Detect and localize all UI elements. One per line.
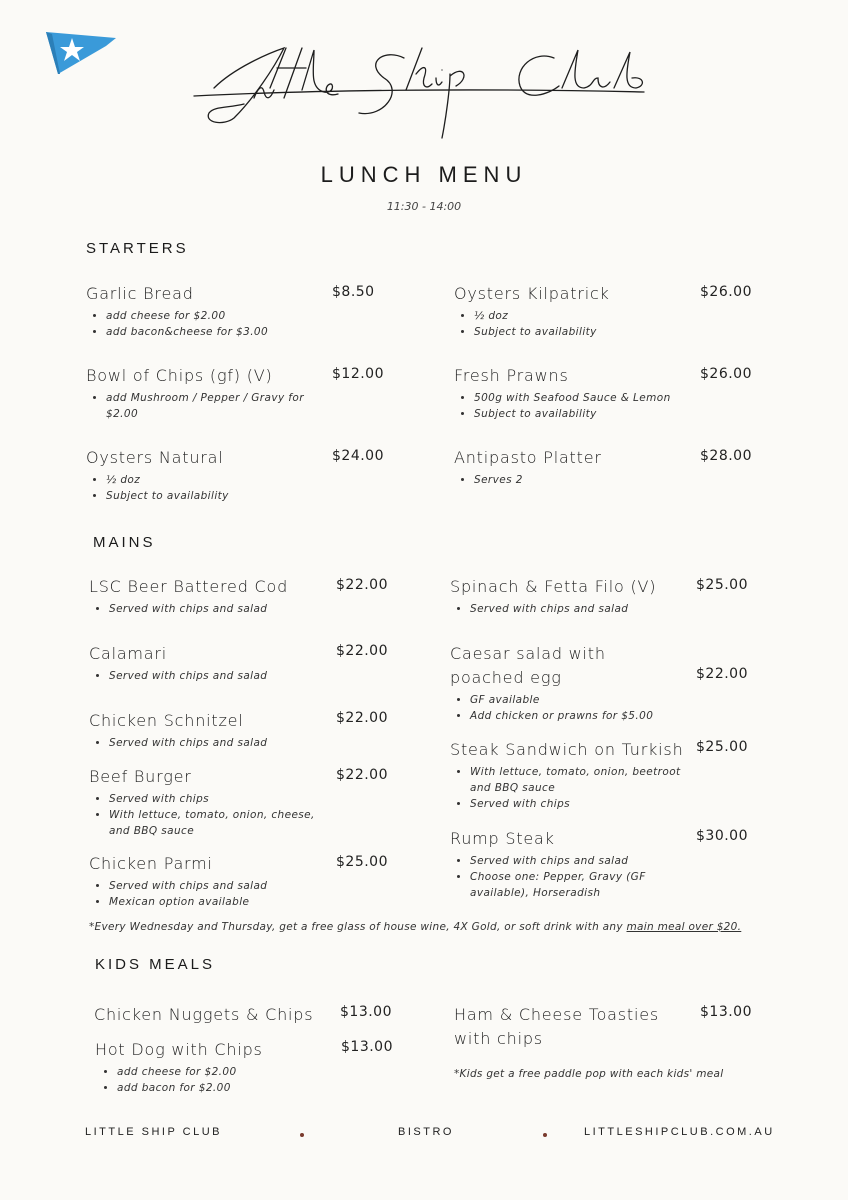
item-price: $22.00: [336, 577, 388, 593]
item-note: • Served with chips and salad: [470, 853, 665, 869]
menu-item: [450, 642, 685, 724]
brand-script-title: [0, 28, 848, 158]
item-notes: [89, 668, 389, 684]
item-notes: [89, 735, 389, 751]
item-notes: [454, 308, 754, 340]
footer-club-name: LITTLE SHIP CLUB: [85, 1126, 222, 1138]
item-name: Caesar salad with poached egg: [450, 644, 606, 687]
service-hours: 11:30 - 14:00: [386, 200, 462, 213]
item-notes: [89, 878, 389, 910]
item-notes: [454, 472, 754, 488]
item-name: Rump Steak: [450, 829, 555, 848]
item-note: • add cheese for $2.00: [117, 1064, 395, 1080]
item-price: $22.00: [336, 767, 388, 783]
item-price: $24.00: [332, 448, 384, 464]
mains-footnote: [89, 921, 741, 933]
item-note: • Subject to availability: [474, 406, 754, 422]
menu-item: [454, 1003, 669, 1051]
item-note: • GF available: [470, 692, 685, 708]
kids-note: *Kids get a free paddle pop with each kids' meal: [454, 1068, 724, 1080]
item-price: $30.00: [696, 828, 748, 844]
item-note: • add bacon for $2.00: [117, 1080, 395, 1096]
item-name: Fresh Prawns: [454, 366, 569, 385]
item-name: Ham & Cheese Toasties with chips: [454, 1005, 660, 1048]
item-name: Calamari: [89, 644, 168, 663]
item-price: $22.00: [696, 666, 748, 682]
item-name: Chicken Schnitzel: [89, 711, 244, 730]
item-notes: [454, 390, 754, 422]
footer-website-link[interactable]: LITTLESHIPCLUB.COM.AU: [584, 1126, 775, 1138]
item-notes: [450, 853, 665, 901]
section-starters-title: STARTERS: [86, 240, 189, 257]
item-note: • Mexican option available: [109, 894, 389, 910]
item-note: • Choose one: Pepper, Gravy (GF available), Horseradish: [470, 869, 665, 901]
footnote-link: main meal over $20.: [626, 921, 742, 933]
item-price: $26.00: [700, 284, 752, 300]
item-notes: [450, 764, 690, 812]
footer-bistro: BISTRO: [398, 1126, 454, 1138]
item-notes: [86, 390, 306, 422]
item-name: LSC Beer Battered Cod: [89, 577, 289, 596]
item-note: • 500g with Seafood Sauce & Lemon: [474, 390, 754, 406]
item-name: Chicken Parmi: [89, 854, 213, 873]
section-kids-title: KIDS MEALS: [95, 956, 216, 973]
item-notes: [86, 472, 386, 504]
item-price: $8.50: [332, 284, 375, 300]
item-name: Oysters Kilpatrick: [454, 284, 610, 303]
item-notes: [95, 1064, 395, 1096]
item-note: • ½ doz: [474, 308, 754, 324]
item-note: • Subject to availability: [474, 324, 754, 340]
item-price: $12.00: [332, 366, 384, 382]
footnote-text: *Every Wednesday and Thursday, get a free glass of house wine, 4X Gold, or soft drink with any: [89, 921, 627, 933]
item-note: • Served with chips: [109, 791, 319, 807]
item-notes: [89, 601, 389, 617]
item-name: Steak Sandwich on Turkish: [450, 740, 684, 759]
section-mains-title: MAINS: [93, 534, 156, 551]
item-price: $13.00: [341, 1039, 393, 1055]
item-price: $25.00: [336, 854, 388, 870]
item-note: • With lettuce, tomato, onion, beetroot and BBQ sauce: [470, 764, 690, 796]
item-name: Chicken Nuggets & Chips: [94, 1005, 314, 1024]
item-note: • Add chicken or prawns for $5.00: [470, 708, 685, 724]
item-note: • add cheese for $2.00: [106, 308, 386, 324]
item-note: • Served with chips: [470, 796, 690, 812]
item-notes: [450, 692, 685, 724]
footer-separator-dot: [300, 1133, 304, 1137]
item-note: • add bacon&cheese for $3.00: [106, 324, 386, 340]
item-notes: [86, 308, 386, 340]
footer-separator-dot: [543, 1133, 547, 1137]
menu-item: [89, 765, 319, 839]
item-note: • Serves 2: [474, 472, 754, 488]
item-note: • Served with chips and salad: [109, 878, 389, 894]
item-note: • Served with chips and salad: [470, 601, 750, 617]
item-name: Beef Burger: [89, 767, 192, 786]
item-notes: [89, 791, 319, 839]
item-price: $25.00: [696, 739, 748, 755]
item-name: Garlic Bread: [86, 284, 194, 303]
item-price: $13.00: [340, 1004, 392, 1020]
item-note: • Served with chips and salad: [109, 735, 389, 751]
item-price: $22.00: [336, 643, 388, 659]
item-price: $26.00: [700, 366, 752, 382]
item-price: $13.00: [700, 1004, 752, 1020]
item-note: • ½ doz: [106, 472, 386, 488]
item-note: • Subject to availability: [106, 488, 386, 504]
item-price: $22.00: [336, 710, 388, 726]
menu-item: [450, 827, 665, 901]
item-name: Oysters Natural: [86, 448, 224, 467]
item-notes: [450, 601, 750, 617]
item-name: Bowl of Chips (gf) (V): [86, 366, 273, 385]
item-note: • add Mushroom / Pepper / Gravy for $2.00: [106, 390, 306, 422]
item-price: $25.00: [696, 577, 748, 593]
item-name: Antipasto Platter: [454, 448, 602, 467]
item-note: • With lettuce, tomato, onion, cheese, and BBQ sauce: [109, 807, 319, 839]
item-price: $28.00: [700, 448, 752, 464]
item-name: Hot Dog with Chips: [95, 1040, 263, 1059]
menu-item: [86, 364, 306, 422]
item-note: • Served with chips and salad: [109, 668, 389, 684]
item-note: • Served with chips and salad: [109, 601, 389, 617]
item-name: Spinach & Fetta Filo (V): [450, 577, 657, 596]
menu-title: LUNCH MENU: [320, 162, 528, 187]
menu-item: [450, 738, 690, 812]
